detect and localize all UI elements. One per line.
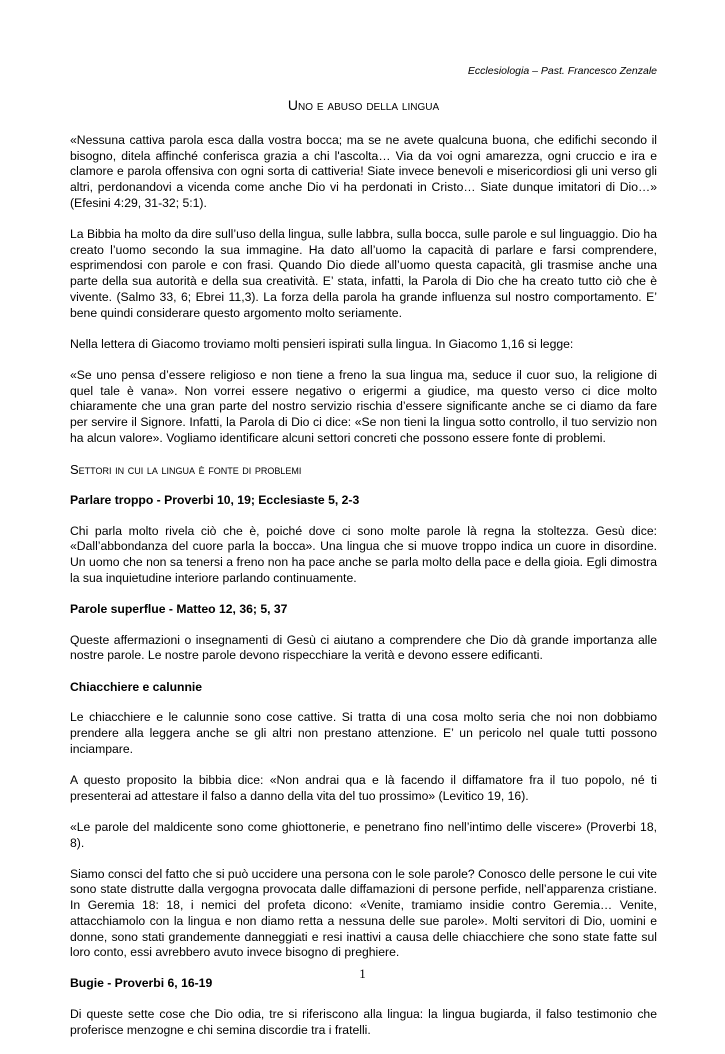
paragraph-parole-superflue: Queste affermazioni o insegnamenti di Gesù ci aiutano a comprendere che Dio dà grande importanza alle nostre parole. Le nostre parole devono rispecchiare la verità e devono essere edificanti. [70,632,657,663]
page-number: 1 [359,966,366,981]
paragraph-giacomo-intro: Nella lettera di Giacomo troviamo molti pensieri ispirati sulla lingua. In Giacomo 1,16 si legge: [70,336,574,351]
subheading-bugie: Bugie - Proverbi 6, 16-19 [70,976,213,991]
paragraph-levitico: A questo proposito la bibbia dice: «Non andrai qua e là facendo il diffamatore fra il tuo popolo, né ti presenterai ad attestare il falso a danno della vita del tuo prossimo» (Levitico 19, 16). [70,772,657,803]
paragraph-chiacchiere: Le chiacchiere e le calunnie sono cose cattive. Si tratta di una cosa molto seria che noi non dobbiamo prendere alla leggera anche se gli altri non prestano attenzione. E’ un pericolo nel quale tutti possono inciampare. [70,710,657,756]
subheading-chiacchiere: Chiacchiere e calunnie [70,679,203,694]
running-header: Ecclesiologia – Past. Francesco Zenzale [467,65,657,77]
paragraph-bugie: Di queste sette cose che Dio odia, tre si riferiscono alla lingua: la lingua bugiarda, il falso testimonio che proferisce menzogne e chi semina discordie tra i fratelli. [70,1007,657,1037]
page-content [70,64,657,1054]
document-title: Uno e abuso della lingua [287,97,440,113]
subheading-parole-superflue: Parole superflue - Matteo 12, 36; 5, 37 [70,601,288,616]
subheading-parlare-troppo: Parlare troppo - Proverbi 10, 19; Ecclesiaste 5, 2-3 [70,492,360,507]
paragraph-giacomo-quote: «Se uno pensa d’essere religioso e non tiene a freno la sua lingua ma, seduce il cuor suo, la religione di quel tale è vana». Non vorrei essere negativo o erigermi a giudice, ma questo verso ci dice molto chiaramente che una gran parte del nostro servizio rischia d’essere significante anche se ci diamo da fare per servire il Signore. Infatti, la Parola di Dio ci dice: «Se non tieni la lingua sotto controllo, il tuo servizio non ha alcun valore». Vogliamo identificare alcuni settori concreti che possono essere fonte di problemi. [70,367,657,445]
paragraph-intro-quote: «Nessuna cattiva parola esca dalla vostra bocca; ma se ne avete qualcuna buona, che edifichi secondo il bisogno, ditela affinché conferisca grazia a chi l'ascolta… Via da voi ogni amarezza, ogni cruccio e ira e clamore e parola offensiva con ogni sorta di cattiveria! Siate invece benevoli e misericordiosi gli uni verso gli altri, perdonandovi a vicenda come anche Dio vi ha perdonati in Cristo… Siate dunque imitatori di Dio…» (Efesini 4:29, 31-32; 5:1). [70,133,657,210]
section-heading: Settori in cui la lingua è fonte di problemi [70,461,302,477]
paragraph-parlare-troppo: Chi parla molto rivela ciò che è, poiché dove ci sono molte parole là regna la stoltezza. Gesù dice: «Dall’abbondanza del cuore parla la bocca». Una lingua che si muove troppo indica un cuore in disordine. Un uomo che non sa tenersi a freno non ha pace anche se parla molto della pace e della gioia. Egli dimostra la sua inquietudine interiore parlando continuamente. [70,523,657,585]
paragraph-proverbi-18: «Le parole del maldicente sono come ghiottonerie, e penetrano fino nell’intimo delle viscere» (Proverbi 18, 8). [70,819,657,850]
paragraph-bible-tongue: La Bibbia ha molto da dire sull’uso della lingua, sulle labbra, sulla bocca, sulle parole e sul linguaggio. Dio ha creato l’uomo secondo la sua immagine. Ha dato all’uomo la capacità di parlare e farsi comprendere, esprimendosi con parole e con frasi. Quando Dio diede all’uomo questa capacità, gli trasmise anche una parte della sua autorità e della sua creatività. E’ stata, infatti, la Parola di Dio che ha creato tutto ciò che è vivente. (Salmo 33, 6; Ebrei 11,3). La forza della parola ha grande influenza sul nostro comportamento. E’ bene quindi considerare questo argomento molto seriamente. [70,227,657,320]
paragraph-geremia: Siamo consci del fatto che si può uccidere una persona con le sole parole? Conosco delle persone le cui vite sono state distrutte dalla vergogna provocata dalle diffamazioni di persone perfide, nell’apparenza cristiane. In Geremia 18: 18, i nemici del profeta dicono: «Venite, tramiamo insidie contro Geremia… Venite, attacchiamolo con la lingua e non diamo retta a nessuna delle sue parole». Molti servitori di Dio, uomini e donne, sono stati grandemente danneggiati e resi inattivi a causa delle chiacchiere che sono state fatte sul loro conto, essi avrebbero avuto invece bisogno di preghiere. [70,866,657,960]
